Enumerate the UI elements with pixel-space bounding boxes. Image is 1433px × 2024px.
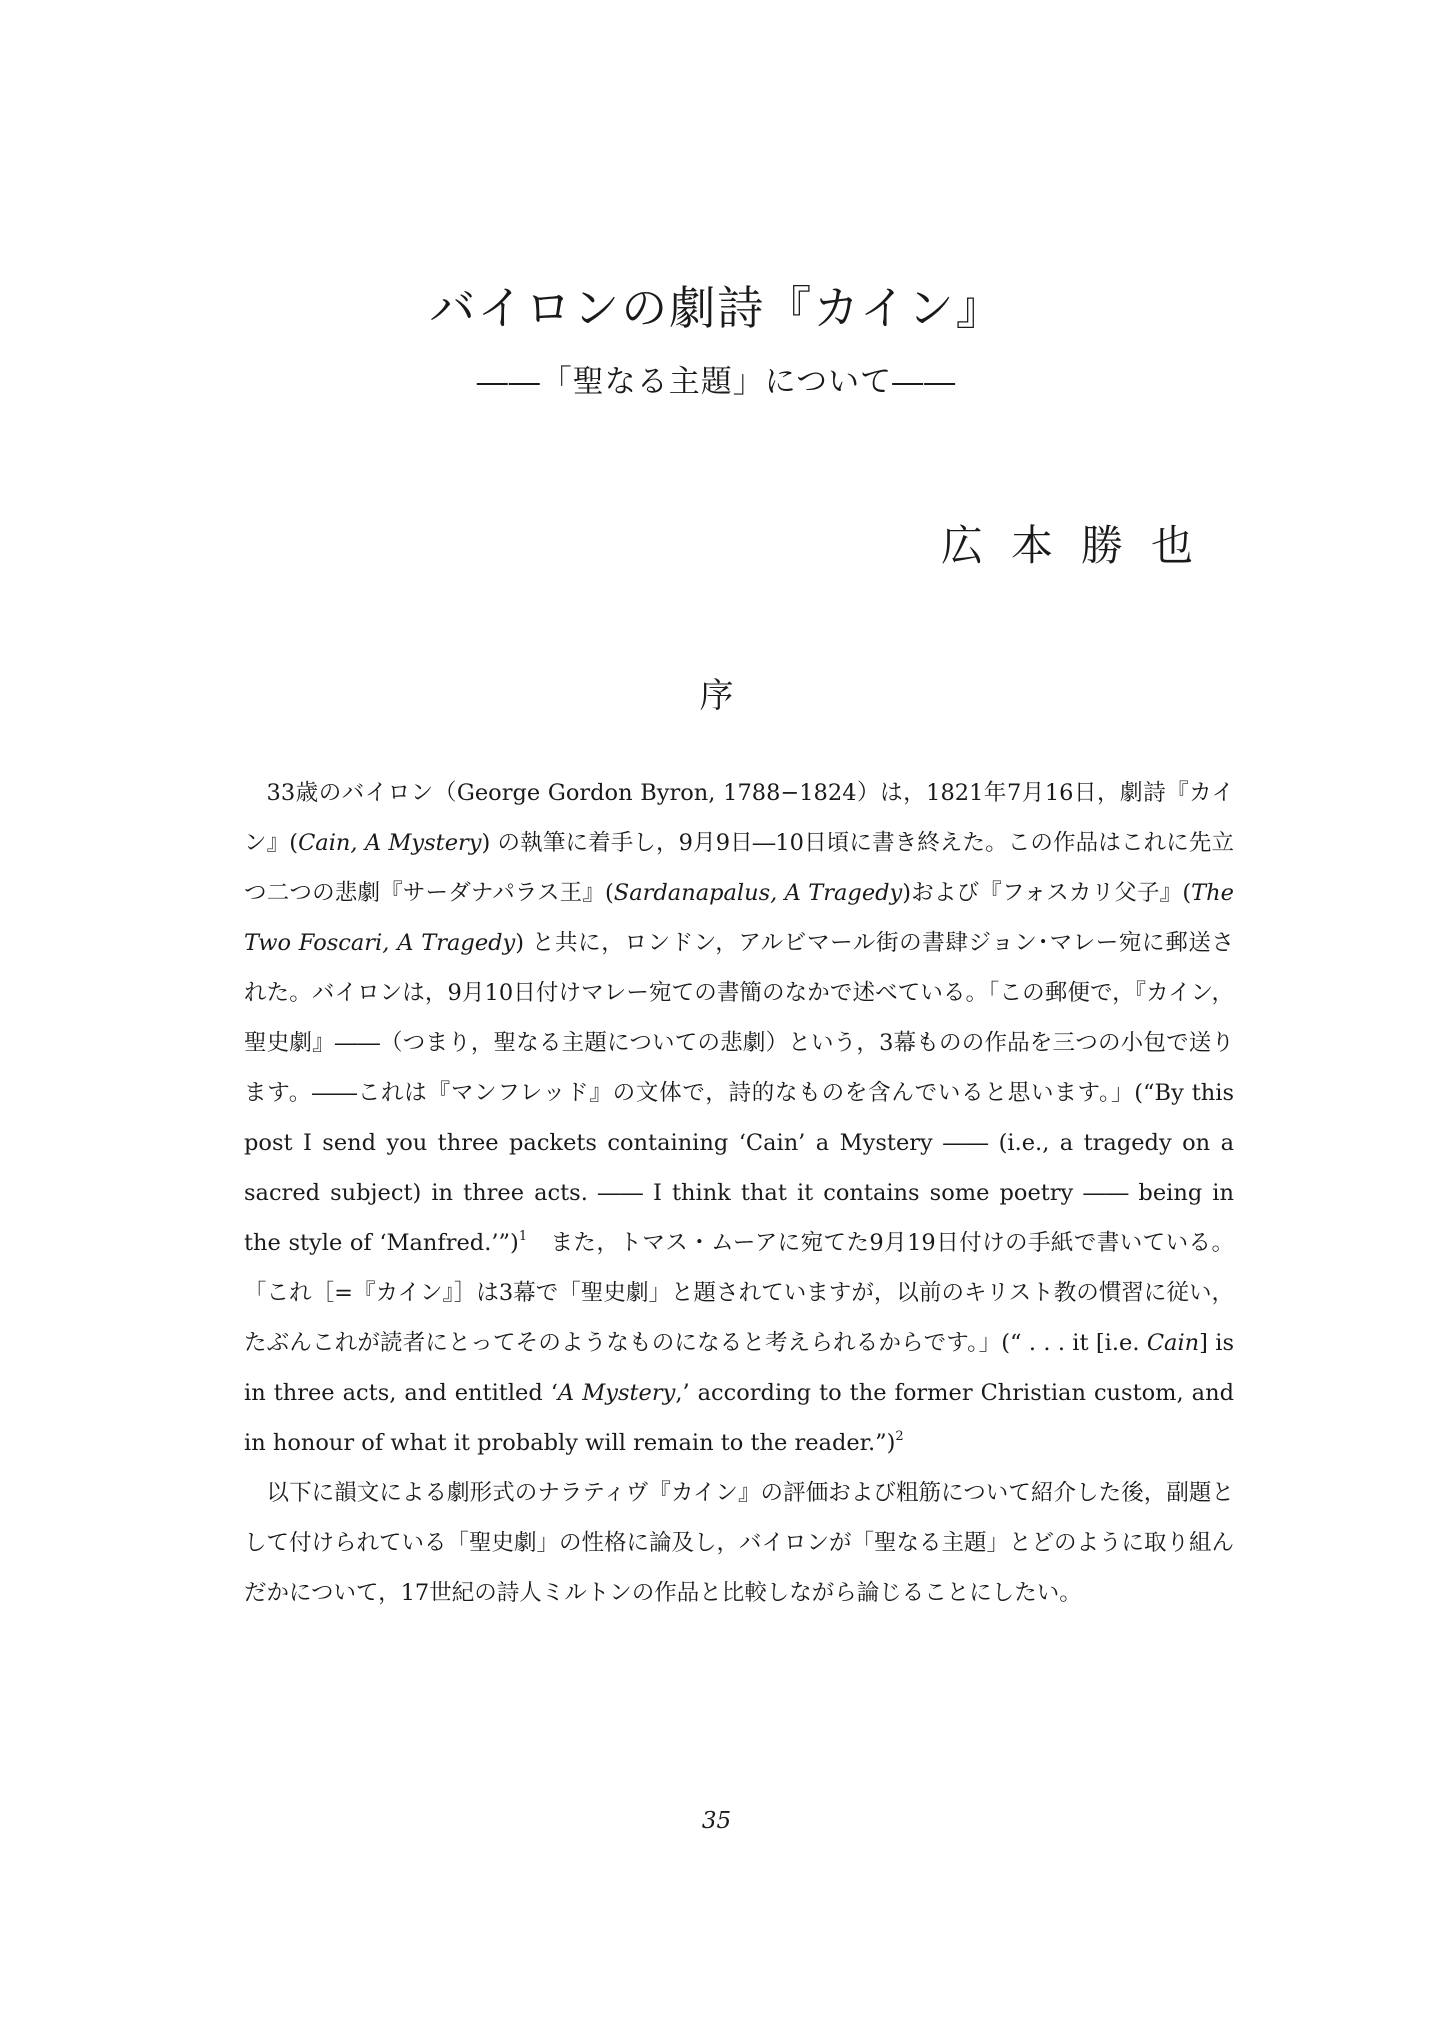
p1-text-6: ] is in three acts, and entitled ‘ [244,1330,1234,1406]
p1-title-foscari: The Two Foscari, A Tragedy [244,880,1234,956]
footnote-ref-1[interactable]: 1 [518,1229,528,1244]
p1-text-5: また，トマス・ムーアに宛てた9月19日付けの手紙で書いている。「これ［=『カイン』］は3幕で「聖史劇」と題されていますが，以前のキリスト教の慣習に従い，たぶんこれが読者にとってそのようなものになると考えられるからです。」(“ . . . it [i.e. [244,1230,1234,1356]
footnote-ref-2[interactable]: 2 [895,1429,904,1444]
paragraph-1 [244,768,1234,1468]
p1-text-4: ) と共に，ロンドン，アルビマール街の書肆ジョン･マレー宛に郵送された。バイロンは，9月10日付けマレー宛ての書簡のなかで述べている。「この郵便で，『カイン，聖史劇』――（つまり，聖なる主題についての悲劇）という，3幕ものの作品を三つの小包で送ります。――これは『マンフレッド』の文体で，詩的なものを含んでいると思います。」(“By this post I send you three packets containing ‘Cain’ a Mystery ―― (i.e., a tragedy on a sacred subject) in three acts. ―― I think that it contains some poetry ―― being in the style of ‘Manfred.’”) [244,930,1234,1256]
section-heading: 序 [699,676,734,716]
p1-text-3: )および『フォスカリ父子』( [902,880,1192,906]
p1-text-1: 33歳のバイロン（George Gordon Byron, 1788−1824）は，1821年7月16日，劇詩『カイン』( [244,780,1234,856]
p1-title-mystery: A Mystery [557,1380,676,1406]
author-name: 広本勝也 [940,521,1221,570]
p1-title-cain-2: Cain [1146,1330,1200,1356]
paper-title: バイロンの劇詩『カイン』 [429,281,1004,335]
paragraph-2: 以下に韻文による劇形式のナラティヴ『カイン』の評価および粗筋について紹介した後，副題として付けられている「聖史劇」の性格に論及し，バイロンが「聖なる主題」とどのように取り組んだかについて，17世紀の詩人ミルトンの作品と比較しながら論じることにしたい。 [244,1480,1235,1606]
p1-text-7: ,’ according to the former Christian custom, and in honour of what it probably will remain to the reader.”) [244,1380,1234,1456]
p1-title-cain: Cain, A Mystery [298,830,482,856]
p1-text-2: ) の執筆に着手し，9月9日―10日頃に書き終えた。この作品はこれに先立つ二つの悲劇『サーダナパラス王』( [244,830,1234,906]
body-text [244,768,1234,1618]
paper-subtitle: ――「聖なる主題」について―― [476,364,957,400]
page-number: 35 [701,1808,732,1834]
p1-title-sardanapalus: Sardanapalus, A Tragedy [613,880,903,906]
